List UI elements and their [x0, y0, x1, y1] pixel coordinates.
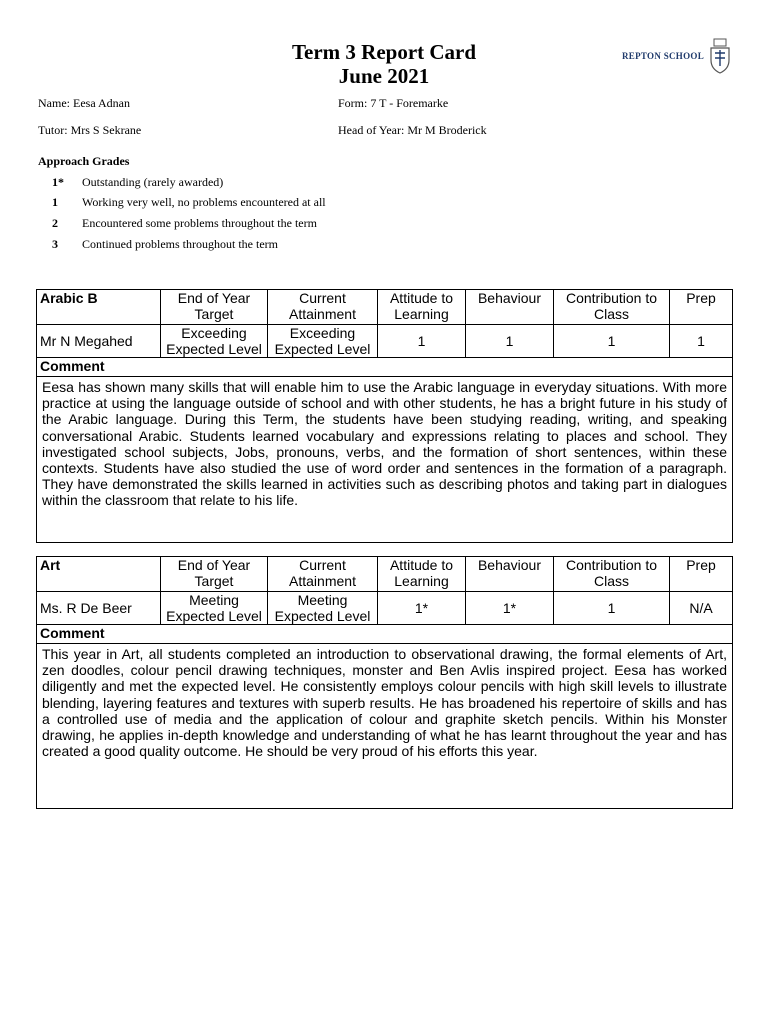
col-prep: Prep [670, 557, 733, 592]
teacher-name: Ms. R De Beer [37, 592, 161, 625]
comment-heading: Comment [37, 625, 733, 644]
col-contribution: Contribution to Class [554, 557, 670, 592]
end-target-value: Exceeding Expected Level [161, 325, 268, 358]
contribution-value: 1 [554, 325, 670, 358]
comment-text: Eesa has shown many skills that will enable him to use the Arabic language in everyday situations. With more practice at using the language outside of school and with other students, he has a bright future in his study of the Arabic language. During this Term, the students have been studying reading, writing, and speaking conversational Arabic. Students learned vocabulary and expressions relating to places and school. They investigated school subjects, Jobs, pronouns, verbs, and the formation of short sentences, within these contexts. Students have also studied the use of word order and sentences in the formation of a paragraph. They have demonstrated the skills learned in activities such as describing photos and taking part in dialogues within the classroom that relate to his life. [37, 377, 733, 543]
col-contribution: Contribution to Class [554, 290, 670, 325]
current-value: Meeting Expected Level [268, 592, 378, 625]
col-behaviour: Behaviour [466, 290, 554, 325]
col-end-target: End of Year Target [161, 557, 268, 592]
grade-row [52, 237, 278, 252]
school-crest-icon [708, 38, 732, 74]
attitude-value: 1 [378, 325, 466, 358]
title-line-1: Term 3 Report Card [291, 40, 477, 64]
student-name: Name: Eesa Adnan [38, 96, 130, 110]
prep-value: 1 [670, 325, 733, 358]
grade-description: Encountered some problems throughout the term [82, 216, 317, 230]
behaviour-value: 1* [466, 592, 554, 625]
behaviour-value: 1 [466, 325, 554, 358]
head-of-year: Head of Year: Mr M Broderick [338, 123, 487, 137]
subject-name: Arabic B [37, 290, 161, 325]
grade-description: Outstanding (rarely awarded) [82, 175, 224, 189]
school-name: REPTON SCHOOL [622, 51, 704, 61]
student-form: Form: 7 T - Foremarke [338, 96, 449, 110]
comment-text: This year in Art, all students completed an introduction to observational drawing, the formal elements of Art, zen doodles, colour pencil drawing techniques, monster and Ben Avlis inspired project. Eesa has worked diligently and met the expected level. He consistently employs colour pencils with high skill levels to illustrate blending, layering features and textures with superb results. He has broadened his repertoire of skills and has a controlled use of media and the application of colour and graphite sketch pencils. Within his Monster drawing, he applies in-depth knowledge and understanding of what he has learnt throughout the year and has created a good quality outcome. He should be very proud of his efforts this year. [37, 644, 733, 809]
grade-value: 3 [52, 237, 58, 251]
school-logo [622, 34, 732, 78]
teacher-name: Mr N Megahed [37, 325, 161, 358]
col-attitude: Attitude to Learning [378, 557, 466, 592]
prep-value: N/A [670, 592, 733, 625]
col-current: Current Attainment [268, 290, 378, 325]
grade-description: Working very well, no problems encountered at all [82, 195, 326, 209]
grade-value: 1* [52, 175, 64, 189]
subject-table-arabic [36, 289, 733, 543]
col-prep: Prep [670, 290, 733, 325]
col-behaviour: Behaviour [466, 557, 554, 592]
title-line-2: June 2021 [338, 64, 430, 88]
end-target-value: Meeting Expected Level [161, 592, 268, 625]
grade-row [52, 175, 223, 190]
grade-value: 1 [52, 195, 58, 209]
current-value: Exceeding Expected Level [268, 325, 378, 358]
contribution-value: 1 [554, 592, 670, 625]
subject-table-art [36, 556, 733, 809]
approach-grades-heading: Approach Grades [38, 154, 130, 168]
grade-row [52, 216, 317, 231]
grade-row [52, 195, 326, 210]
subject-name: Art [37, 557, 161, 592]
tutor-name: Tutor: Mrs S Sekrane [38, 123, 142, 137]
attitude-value: 1* [378, 592, 466, 625]
col-current: Current Attainment [268, 557, 378, 592]
comment-heading: Comment [37, 358, 733, 377]
grade-value: 2 [52, 216, 58, 230]
col-end-target: End of Year Target [161, 290, 268, 325]
grade-description: Continued problems throughout the term [82, 237, 278, 251]
col-attitude: Attitude to Learning [378, 290, 466, 325]
